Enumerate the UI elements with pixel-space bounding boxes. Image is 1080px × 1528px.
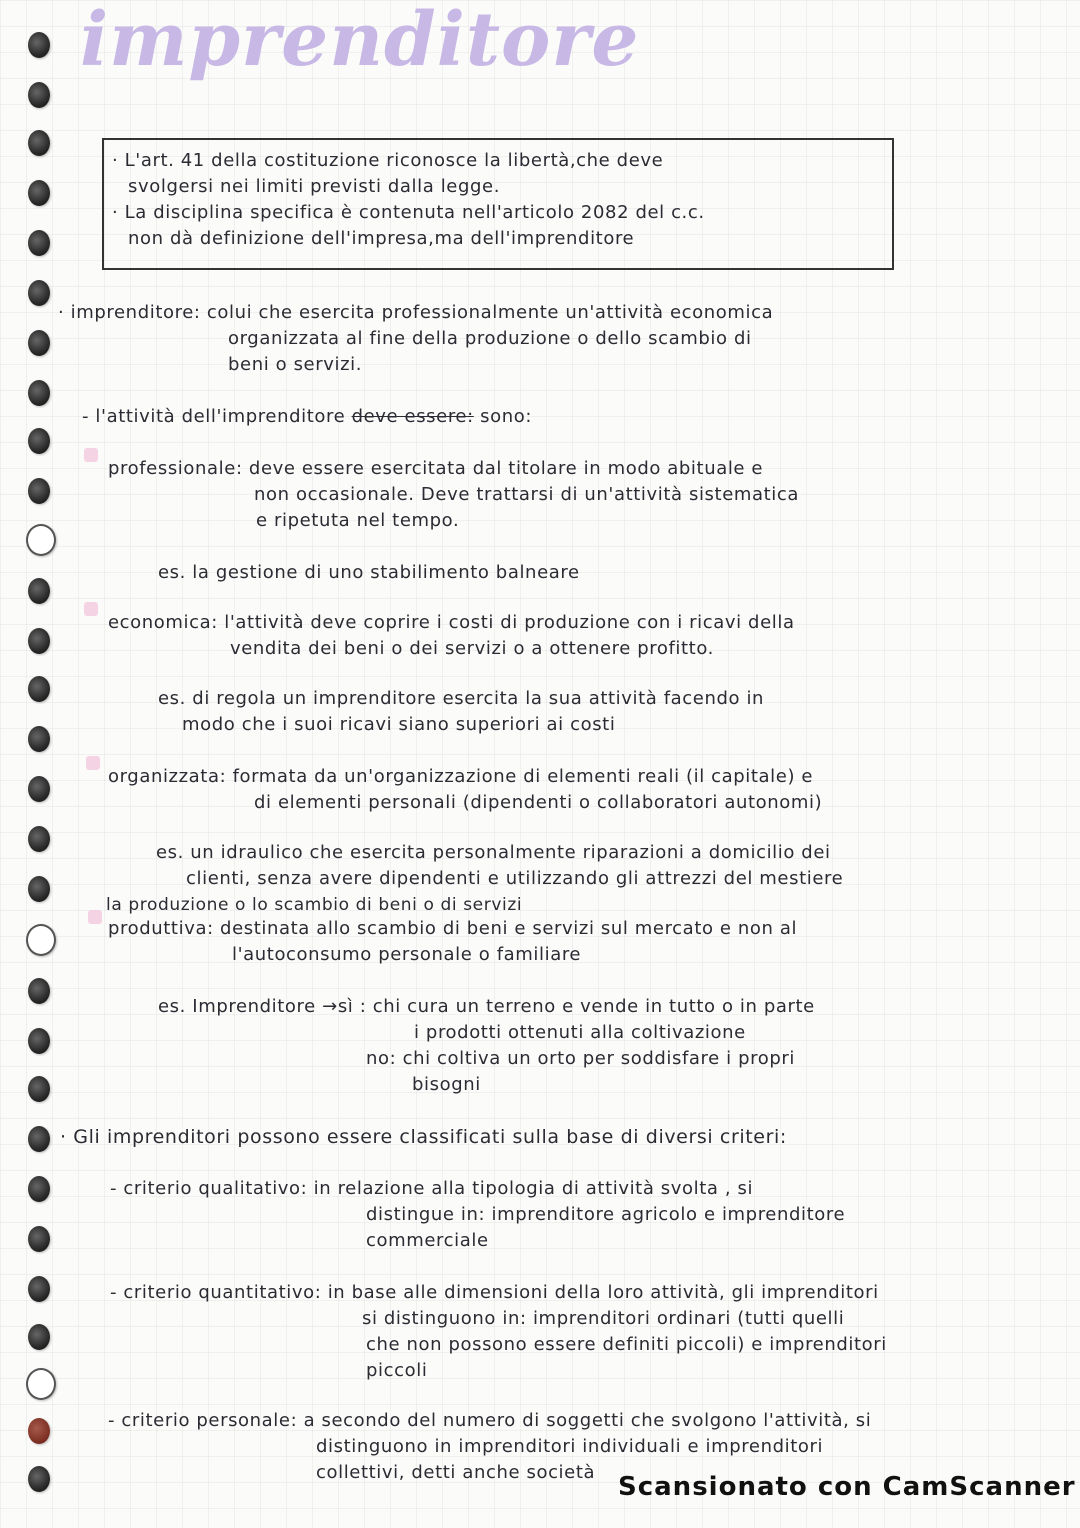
ring-hole-icon	[28, 1276, 50, 1302]
produttiva-example: bisogni	[412, 1074, 481, 1095]
ring-hole-icon	[28, 1126, 50, 1152]
produttiva-example: es. Imprenditore →sì : chi cura un terreno e vende in tutto o in parte	[158, 996, 815, 1017]
ring-hole-icon	[28, 330, 50, 356]
ring-hole-icon	[28, 428, 50, 454]
criterio-qualitativo: distingue in: imprenditore agricolo e imprenditore	[366, 1204, 846, 1225]
intro-line: svolgersi nei limiti previsti dalla legge.	[128, 176, 501, 197]
ring-hole-icon	[28, 230, 50, 256]
ring-hole-icon	[28, 826, 50, 852]
ring-hole-icon	[28, 380, 50, 406]
criterio-quantitativo: - criterio quantitativo: in base alle dimensioni della loro attività, gli imprenditori	[110, 1282, 879, 1303]
organizzata-example: es. un idraulico che esercita personalmente riparazioni a domicilio dei	[156, 842, 831, 863]
activity-intro-struck: deve essere:	[351, 406, 474, 427]
organizzata-example: clienti, senza avere dipendenti e utilizzando gli attrezzi del mestiere	[186, 868, 844, 889]
ring-hole-icon	[28, 180, 50, 206]
ring-hole-icon	[26, 1368, 56, 1400]
highlight-mark	[84, 602, 98, 616]
definition-line: beni o servizi.	[228, 354, 363, 375]
ring-hole-icon	[28, 478, 50, 504]
ring-hole-icon	[28, 82, 50, 108]
camscanner-watermark: Scansionato con CamScanner	[618, 1472, 1076, 1502]
ring-hole-icon	[28, 130, 50, 156]
ring-hole-icon	[28, 1028, 50, 1054]
professionale-line: professionale: deve essere esercitata dal titolare in modo abituale e	[108, 458, 764, 479]
criterio-quantitativo: piccoli	[366, 1360, 428, 1381]
activity-intro-after: sono:	[473, 406, 532, 427]
highlight-mark	[88, 910, 102, 924]
criterio-quantitativo: che non possono essere definiti piccoli) e imprenditori	[366, 1334, 887, 1355]
criterio-personale: collettivi, detti anche società	[316, 1462, 596, 1483]
ring-hole-icon	[28, 1324, 50, 1350]
produttiva-line: produttiva: destinata allo scambio di beni e servizi sul mercato e non al	[108, 918, 798, 939]
professionale-example: es. la gestione di uno stabilimento balneare	[158, 562, 580, 583]
ring-hole-icon	[26, 924, 56, 956]
definition-line: · imprenditore: colui che esercita professionalmente un'attività economica	[58, 302, 774, 323]
intro-line: · La disciplina specifica è contenuta nell'articolo 2082 del c.c.	[112, 202, 705, 223]
produttiva-line: l'autoconsumo personale o familiare	[232, 944, 582, 965]
professionale-line: e ripetuta nel tempo.	[256, 510, 460, 531]
professionale-line: non occasionale. Deve trattarsi di un'attività sistematica	[254, 484, 800, 505]
produttiva-example: i prodotti ottenuti alla coltivazione	[414, 1022, 746, 1043]
ring-hole-icon	[28, 1418, 50, 1444]
ring-hole-icon	[28, 726, 50, 752]
ring-hole-icon	[28, 676, 50, 702]
intro-line: · L'art. 41 della costituzione riconosce la libertà,che deve	[112, 150, 664, 171]
criterio-qualitativo: commerciale	[366, 1230, 489, 1251]
ring-hole-icon	[28, 1226, 50, 1252]
ring-hole-icon	[28, 1466, 50, 1492]
produttiva-note: la produzione o lo scambio di beni o di servizi	[106, 895, 523, 915]
ring-hole-icon	[28, 876, 50, 902]
highlight-mark	[86, 756, 100, 770]
ring-hole-icon	[28, 628, 50, 654]
definition-line: organizzata al fine della produzione o dello scambio di	[228, 328, 752, 349]
ring-hole-icon	[28, 32, 50, 58]
ring-hole-icon	[28, 1076, 50, 1102]
classification-intro: · Gli imprenditori possono essere classificati sulla base di diversi criteri:	[60, 1126, 787, 1148]
intro-line: non dà definizione dell'impresa,ma dell'imprenditore	[128, 228, 635, 249]
criterio-personale: - criterio personale: a secondo del numero di soggetti che svolgono l'attività, si	[108, 1410, 872, 1431]
ring-hole-icon	[28, 978, 50, 1004]
organizzata-line: organizzata: formata da un'organizzazione di elementi reali (il capitale) e	[108, 766, 814, 787]
criterio-personale: distinguono in imprenditori individuali e imprenditori	[316, 1436, 824, 1457]
ring-hole-icon	[28, 1176, 50, 1202]
ring-hole-icon	[28, 280, 50, 306]
activity-intro-before: - l'attività dell'imprenditore	[82, 406, 352, 427]
produttiva-example: no: chi coltiva un orto per soddisfare i propri	[366, 1048, 795, 1069]
organizzata-line: di elementi personali (dipendenti o collaboratori autonomi)	[254, 792, 823, 813]
economica-example: es. di regola un imprenditore esercita la sua attività facendo in	[158, 688, 765, 709]
activity-intro	[82, 404, 532, 430]
economica-line: economica: l'attività deve coprire i costi di produzione con i ricavi della	[108, 612, 795, 633]
criterio-qualitativo: - criterio qualitativo: in relazione alla tipologia di attività svolta , si	[110, 1178, 754, 1199]
ring-hole-icon	[28, 776, 50, 802]
notebook-rings	[22, 22, 58, 1502]
ring-hole-icon	[28, 578, 50, 604]
economica-example: modo che i suoi ricavi siano superiori ai costi	[182, 714, 616, 735]
ring-hole-icon	[26, 524, 56, 556]
page-title: imprenditore	[80, 0, 640, 83]
criterio-quantitativo: si distinguono in: imprenditori ordinari (tutti quelli	[362, 1308, 845, 1329]
highlight-mark	[84, 448, 98, 462]
economica-line: vendita dei beni o dei servizi o a ottenere profitto.	[230, 638, 714, 659]
